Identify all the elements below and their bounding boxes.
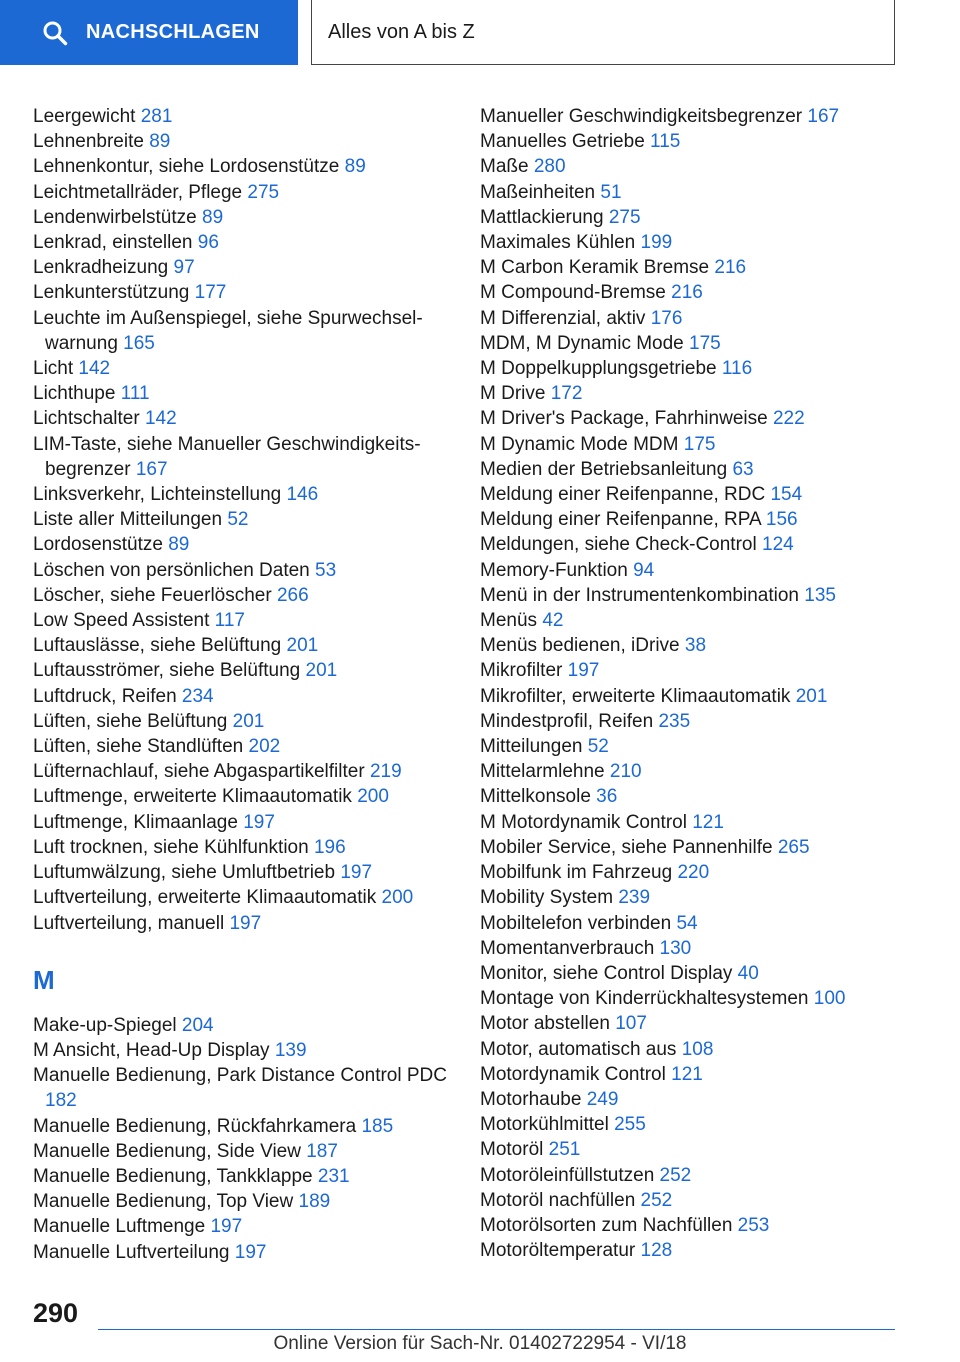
- index-entry-page-link[interactable]: 196: [313, 836, 346, 858]
- index-entry: [480, 1112, 920, 1137]
- index-entry-term: Mattlackierung: [480, 206, 604, 228]
- index-entry-page-link[interactable]: 220: [677, 862, 710, 884]
- index-entry-page-link[interactable]: 142: [78, 358, 111, 380]
- index-entry-page-link[interactable]: 210: [609, 761, 642, 783]
- index-entry-page-link[interactable]: 204: [181, 1014, 214, 1036]
- page-title: Alles von A bis Z: [311, 0, 895, 65]
- index-entry-page-link[interactable]: 135: [804, 584, 836, 606]
- index-entry-term: Meldung einer Reifenpanne, RDC: [480, 484, 766, 506]
- index-entry-term: Löscher, siehe Feuerlöscher: [33, 584, 272, 606]
- index-entry-term: Make-up-Spiegel: [33, 1014, 177, 1036]
- index-entry-term: Lenkrad, einstellen: [33, 232, 193, 254]
- index-entry: [33, 658, 453, 683]
- index-entry: [480, 532, 920, 557]
- index-entry: [33, 180, 453, 205]
- index-entry: [480, 432, 920, 457]
- index-entry-page-link[interactable]: 154: [770, 484, 803, 506]
- index-entry-term: Leichtmetallräder, Pflege: [33, 181, 243, 203]
- index-entry: [480, 1011, 920, 1036]
- index-entry-term: Memory-Funktion: [480, 559, 628, 581]
- index-entry-page-link[interactable]: 275: [247, 181, 280, 203]
- index-entry: [33, 784, 453, 809]
- index-entry-page-link[interactable]: 172: [550, 383, 583, 405]
- index-entry: [480, 558, 920, 583]
- index-list-m: [33, 1013, 453, 1265]
- index-entry: [480, 633, 920, 658]
- index-entry-term: Momentanverbrauch: [480, 937, 655, 959]
- index-entry-term: Luftverteilung, erweiterte Klimaautomatik: [33, 887, 377, 909]
- index-entry-page-link[interactable]: 239: [618, 887, 651, 909]
- index-entry: [33, 911, 453, 936]
- index-entry-term: Manuelle Bedienung, Rückfahrkamera: [33, 1115, 357, 1137]
- index-entry-page-link[interactable]: 96: [197, 232, 219, 254]
- index-entry-term: Luftmenge, Klimaanlage: [33, 811, 238, 833]
- index-entry-page-link[interactable]: 187: [306, 1140, 338, 1162]
- index-entry-page-link[interactable]: 197: [234, 1241, 267, 1263]
- index-entry-term: Mindestprofil, Reifen: [480, 710, 654, 732]
- index-entry-term: Lendenwirbelstütze: [33, 206, 197, 228]
- index-entry-term: Mitteilungen: [480, 736, 583, 758]
- index-entry-term: Lehnenbreite: [33, 131, 144, 153]
- index-entry-term: Lordosenstütze: [33, 534, 163, 556]
- index-entry: [33, 432, 453, 482]
- index-entry-page-link[interactable]: 128: [640, 1240, 673, 1262]
- index-entry-term: Luft trocknen, siehe Kühlfunktion: [33, 836, 309, 858]
- index-entry: [33, 1013, 453, 1038]
- index-entry-page-link[interactable]: 117: [214, 610, 245, 632]
- index-entry-page-link[interactable]: 38: [684, 635, 707, 657]
- index-entry: [480, 911, 920, 936]
- index-entry: [480, 1087, 920, 1112]
- index-entry-term: Motor abstellen: [480, 1013, 610, 1035]
- index-entry-term: Lüften, siehe Belüftung: [33, 710, 228, 732]
- index-entry: [480, 835, 920, 860]
- index-entry-term: Manuelle Bedienung, Side View: [33, 1140, 301, 1162]
- footer-divider: [98, 1329, 895, 1330]
- index-entry-page-link[interactable]: 89: [202, 206, 224, 228]
- index-entry-term: Luftdruck, Reifen: [33, 685, 177, 707]
- index-entry-term: Mobiler Service, siehe Pannenhilfe: [480, 836, 773, 858]
- index-entry-term: Montage von Kinderrückhaltesystemen: [480, 988, 809, 1010]
- index-entry-page-link[interactable]: 197: [229, 912, 262, 934]
- index-entry-page-link[interactable]: 197: [567, 660, 600, 682]
- index-entry: [480, 986, 920, 1011]
- index-entry-page-link[interactable]: 51: [600, 181, 622, 203]
- footer-version: Online Version für Sach-Nr. 01402722954 - VI/18: [273, 1333, 687, 1354]
- index-entry-term: Maße: [480, 156, 529, 178]
- index-entry-page-link[interactable]: 201: [286, 635, 319, 657]
- index-entry: [33, 1063, 453, 1113]
- index-entry: [480, 482, 920, 507]
- index-entry-page-link[interactable]: 142: [144, 408, 177, 430]
- index-entry-term: Luftverteilung, manuell: [33, 912, 225, 934]
- index-entry-term: Manuelles Getriebe: [480, 131, 645, 153]
- index-entry-page-link[interactable]: 176: [650, 307, 683, 329]
- index-entry-page-link[interactable]: 201: [305, 660, 338, 682]
- index-entry: [33, 1114, 453, 1139]
- index-entry: [480, 129, 920, 154]
- index-entry: [480, 154, 920, 179]
- index-entry-page-link[interactable]: 121: [671, 1063, 703, 1085]
- index-entry-term: M Differenzial, aktiv: [480, 307, 646, 329]
- index-entry-page-link[interactable]: 175: [689, 332, 721, 354]
- index-entry: [33, 532, 453, 557]
- index-entry-page-link[interactable]: 124: [762, 534, 794, 556]
- index-entry-page-link[interactable]: 53: [315, 559, 337, 581]
- index-entry-page-link[interactable]: 89: [168, 534, 190, 556]
- index-entry-page-link[interactable]: 36: [596, 786, 618, 808]
- index-entry-term: Lichtschalter: [33, 408, 140, 430]
- index-entry-page-link[interactable]: 201: [795, 685, 828, 707]
- index-entry-term: M Motordynamik Control: [480, 811, 687, 833]
- index-entry: [480, 507, 920, 532]
- index-entry: [33, 709, 453, 734]
- index-entry: [480, 406, 920, 431]
- index-entry-page-link[interactable]: 63: [732, 458, 754, 480]
- index-entry-term: Motorhaube: [480, 1088, 582, 1110]
- index-entry: [480, 457, 920, 482]
- index-entry: [33, 1240, 453, 1265]
- index-entry: [480, 1037, 920, 1062]
- index-entry-term: Mikrofilter: [480, 660, 563, 682]
- index-entry: [480, 709, 920, 734]
- index-entry-page-link[interactable]: 130: [659, 937, 692, 959]
- index-entry-term: Motordynamik Control: [480, 1063, 666, 1085]
- index-entry-term: Leergewicht: [33, 106, 136, 127]
- index-entry: [480, 1163, 920, 1188]
- index-entry-term: Meldung einer Reifenpanne, RPA: [480, 509, 761, 531]
- index-entry-term: M Compound-Bremse: [480, 282, 666, 304]
- index-entry: [33, 129, 453, 154]
- index-list-m-continued: [480, 104, 920, 1263]
- index-entry: [33, 734, 453, 759]
- index-entry-term: M Drive: [480, 383, 546, 405]
- index-entry-term: Motoröleinfüllstutzen: [480, 1164, 655, 1186]
- index-entry-term: Motor, automatisch aus: [480, 1038, 677, 1060]
- index-entry: [33, 583, 453, 608]
- index-entry: [480, 255, 920, 280]
- index-entry-page-link[interactable]: 265: [777, 836, 810, 858]
- index-entry-term: Manuelle Luftmenge: [33, 1216, 206, 1238]
- index-entry: [33, 1189, 453, 1214]
- index-entry: [480, 961, 920, 986]
- index-entry: [480, 1238, 920, 1263]
- index-entry-page-link[interactable]: 167: [807, 106, 840, 127]
- index-entry-page-link[interactable]: 200: [381, 887, 414, 909]
- index-entry: [480, 1188, 920, 1213]
- index-entry: [480, 205, 920, 230]
- index-entry-term: Manuelle Bedienung, Tankklappe: [33, 1165, 313, 1187]
- index-entry-page-link[interactable]: 252: [659, 1164, 692, 1186]
- index-entry: [480, 684, 920, 709]
- index-entry: [33, 306, 453, 356]
- index-entry-term: Lenkradheizung: [33, 257, 169, 279]
- index-entry-term: M Dynamic Mode MDM: [480, 433, 679, 455]
- index-entry-term: Meldungen, siehe Check-Control: [480, 534, 757, 556]
- index-entry-term: Mittelarmlehne: [480, 761, 605, 783]
- index-entry-page-link[interactable]: 111: [120, 383, 150, 405]
- index-entry: [33, 406, 453, 431]
- index-entry: [480, 356, 920, 381]
- index-entry-term: Motoröltemperatur: [480, 1240, 636, 1262]
- index-entry: [480, 280, 920, 305]
- index-entry-term: M Driver's Package, Fahrhinweise: [480, 408, 768, 430]
- index-entry: [33, 633, 453, 658]
- index-entry: [480, 583, 920, 608]
- index-entry-page-link[interactable]: 107: [615, 1013, 647, 1035]
- index-entry: [33, 205, 453, 230]
- index-entry: [33, 810, 453, 835]
- index-entry: [480, 104, 920, 129]
- index-entry-page-link[interactable]: 216: [671, 282, 703, 304]
- index-entry-term: Manuelle Bedienung, Park Distance Control PDC: [33, 1065, 447, 1087]
- index-entry: [33, 154, 453, 179]
- index-entry-term: Motorölsorten zum Nachfüllen: [480, 1214, 733, 1236]
- index-entry: [480, 1062, 920, 1087]
- index-entry-term: Low Speed Assistent: [33, 610, 210, 632]
- index-entry-term: M Doppelkupplungsgetriebe: [480, 358, 717, 380]
- index-entry-page-link[interactable]: 235: [658, 710, 691, 732]
- index-entry-term: Luftumwälzung, siehe Umluftbetrieb: [33, 862, 336, 884]
- index-entry-term: Luftauslässe, siehe Belüftung: [33, 635, 282, 657]
- index-entry-page-link[interactable]: 182: [45, 1090, 77, 1112]
- index-entry: [33, 356, 453, 381]
- index-entry: [33, 381, 453, 406]
- index-entry: [480, 306, 920, 331]
- index-entry: [480, 885, 920, 910]
- index-entry-page-link[interactable]: 121: [692, 811, 724, 833]
- index-entry-page-link[interactable]: 251: [548, 1139, 581, 1161]
- index-entry-term: Medien der Betriebsanleitung: [480, 458, 728, 480]
- index-entry: [480, 734, 920, 759]
- index-entry-page-link[interactable]: 94: [633, 559, 655, 581]
- index-entry-page-link[interactable]: 42: [542, 610, 564, 632]
- index-entry-term: Licht: [33, 358, 74, 380]
- index-entry-term: Mobility System: [480, 887, 614, 909]
- index-list-l: [33, 104, 453, 936]
- index-entry-page-link[interactable]: 231: [317, 1165, 350, 1187]
- index-entry-term: Leuchte im Außenspiegel, siehe Spurwechselwarnung: [33, 307, 423, 354]
- index-entry: [480, 1213, 920, 1238]
- index-entry-page-link[interactable]: 116: [721, 358, 753, 380]
- index-entry-page-link[interactable]: 281: [140, 106, 173, 127]
- index-entry-term: Lenkunterstützung: [33, 282, 190, 304]
- index-entry-term: Luftmenge, erweiterte Klimaautomatik: [33, 786, 352, 808]
- index-entry-term: M Carbon Keramik Bremse: [480, 257, 710, 279]
- index-entry-page-link[interactable]: 40: [737, 962, 759, 984]
- index-entry-term: Löschen von persönlichen Daten: [33, 559, 310, 581]
- index-entry-page-link[interactable]: 189: [298, 1191, 331, 1213]
- index-entry-page-link[interactable]: 89: [149, 131, 171, 153]
- index-entry: [480, 331, 920, 356]
- index-entry-page-link[interactable]: 175: [683, 433, 716, 455]
- index-entry-term: Mobiltelefon verbinden: [480, 912, 672, 934]
- index-entry-term: Maßeinheiten: [480, 181, 596, 203]
- index-entry: [33, 507, 453, 532]
- index-entry-page-link[interactable]: 177: [194, 282, 227, 304]
- index-entry-term: Motoröl nachfüllen: [480, 1189, 636, 1211]
- index-entry: [480, 180, 920, 205]
- index-entry-term: Lüfternachlauf, siehe Abgaspartikelfilter: [33, 761, 365, 783]
- index-entry-page-link[interactable]: 197: [243, 811, 275, 833]
- index-entry-page-link[interactable]: 54: [676, 912, 698, 934]
- index-entry: [33, 1164, 453, 1189]
- index-entry-term: Manuelle Luftverteilung: [33, 1241, 230, 1263]
- index-entry-term: Motorkühlmittel: [480, 1114, 609, 1136]
- index-entry: [33, 860, 453, 885]
- index-entry: [33, 1139, 453, 1164]
- index-entry: [33, 104, 453, 129]
- index-entry-page-link[interactable]: 146: [286, 484, 319, 506]
- index-entry-page-link[interactable]: 52: [227, 509, 249, 531]
- index-entry-page-link[interactable]: 253: [737, 1214, 770, 1236]
- index-entry-page-link[interactable]: 52: [587, 736, 609, 758]
- index-entry-page-link[interactable]: 89: [344, 156, 366, 178]
- index-entry-term: Lichthupe: [33, 383, 116, 405]
- index-entry: [480, 860, 920, 885]
- index-entry-term: Lüften, siehe Standlüften: [33, 736, 244, 758]
- index-entry-term: Lehnenkontur, siehe Lordosenstütze: [33, 156, 340, 178]
- index-entry: [33, 835, 453, 860]
- index-entry-term: Menüs: [480, 610, 538, 632]
- index-entry-term: Menü in der Instrumentenkombination: [480, 584, 799, 606]
- index-entry-page-link[interactable]: 115: [650, 131, 681, 153]
- index-entry-page-link[interactable]: 275: [608, 206, 641, 228]
- index-entry: [33, 1214, 453, 1239]
- index-entry-page-link[interactable]: 280: [533, 156, 566, 178]
- index-entry: [480, 608, 920, 633]
- index-entry-term: Manueller Geschwindigkeitsbegrenzer: [480, 106, 803, 127]
- index-entry-page-link[interactable]: 108: [681, 1038, 714, 1060]
- index-entry: [480, 810, 920, 835]
- index-entry-page-link[interactable]: 197: [210, 1216, 243, 1238]
- index-entry: [480, 381, 920, 406]
- index-entry-page-link[interactable]: 200: [357, 786, 389, 808]
- index-entry-page-link[interactable]: 201: [232, 710, 265, 732]
- index-entry-page-link[interactable]: 156: [765, 509, 798, 531]
- index-entry: [480, 784, 920, 809]
- search-icon: [42, 20, 68, 46]
- index-entry: [480, 759, 920, 784]
- index-entry-page-link[interactable]: 216: [714, 257, 747, 279]
- index-entry-term: Luftausströmer, siehe Belüftung: [33, 660, 301, 682]
- index-entry-page-link[interactable]: 249: [586, 1088, 619, 1110]
- index-entry-term: Menüs bedienen, iDrive: [480, 635, 680, 657]
- index-entry-term: Manuelle Bedienung, Top View: [33, 1191, 294, 1213]
- index-entry-term: Maximales Kühlen: [480, 232, 636, 254]
- index-entry-term: Motoröl: [480, 1139, 544, 1161]
- index-entry-page-link[interactable]: 234: [181, 685, 214, 707]
- index-entry-term: Mobilfunk im Fahrzeug: [480, 862, 673, 884]
- index-entry-term: MDM, M Dynamic Mode: [480, 332, 684, 354]
- index-entry-term: M Ansicht, Head-Up Display: [33, 1039, 270, 1061]
- index-entry-term: Liste aller Mitteilungen: [33, 509, 223, 531]
- index-entry: [33, 558, 453, 583]
- index-entry-page-link[interactable]: 100: [813, 988, 846, 1010]
- section-tab-nachschlagen[interactable]: [0, 0, 298, 65]
- index-entry: [33, 608, 453, 633]
- index-entry-page-link[interactable]: 165: [123, 332, 155, 354]
- index-entry: [33, 255, 453, 280]
- index-column-right: [480, 104, 920, 1263]
- index-entry: [480, 658, 920, 683]
- index-entry-term: LIM-Taste, siehe Manueller Geschwindigkeitsbegrenzer: [33, 433, 421, 480]
- index-entry: [33, 759, 453, 784]
- index-entry: [33, 230, 453, 255]
- index-entry-page-link[interactable]: 199: [640, 232, 673, 254]
- index-entry-term: Mikrofilter, erweiterte Klimaautomatik: [480, 685, 791, 707]
- section-tab-label: NACHSCHLAGEN: [86, 21, 260, 43]
- index-entry-page-link[interactable]: 222: [772, 408, 805, 430]
- index-entry-page-link[interactable]: 139: [274, 1039, 307, 1061]
- index-entry-term: Linksverkehr, Lichteinstellung: [33, 484, 282, 506]
- page-number: 290: [33, 1298, 79, 1328]
- index-entry-page-link[interactable]: 185: [361, 1115, 394, 1137]
- index-entry: [33, 684, 453, 709]
- index-entry-page-link[interactable]: 97: [173, 257, 195, 279]
- index-entry: [33, 1038, 453, 1063]
- index-entry-page-link[interactable]: 167: [135, 458, 168, 480]
- index-entry: [33, 280, 453, 305]
- index-entry-page-link[interactable]: 252: [640, 1189, 673, 1211]
- index-entry: [480, 1137, 920, 1162]
- index-entry-page-link[interactable]: 255: [614, 1114, 646, 1136]
- index-entry: [480, 936, 920, 961]
- index-entry-page-link[interactable]: 197: [340, 862, 373, 884]
- index-entry-page-link[interactable]: 202: [248, 736, 281, 758]
- index-entry-page-link[interactable]: 219: [369, 761, 402, 783]
- index-entry-page-link[interactable]: 266: [276, 584, 309, 606]
- index-entry-term: Monitor, siehe Control Display: [480, 962, 733, 984]
- index-entry: [480, 230, 920, 255]
- section-letter-m: M: [33, 964, 55, 995]
- index-entry: [33, 885, 453, 910]
- index-entry: [33, 482, 453, 507]
- index-column-left: [33, 104, 453, 1265]
- index-entry-term: Mittelkonsole: [480, 786, 591, 808]
